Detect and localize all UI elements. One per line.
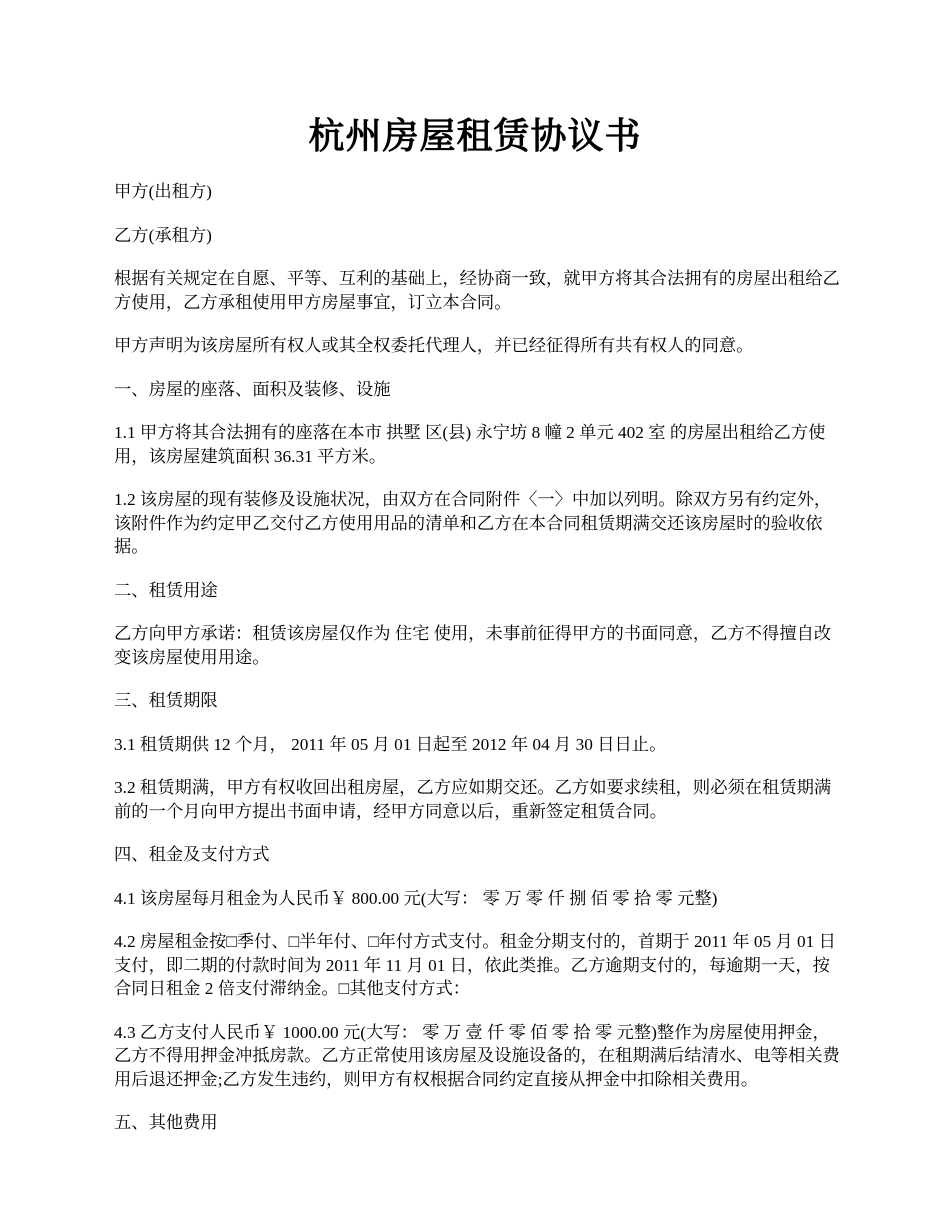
clause-3-2: 3.2 租赁期满，甲方有权收回出租房屋，乙方应如期交还。乙方如要求续租，则必须在租赁期满前的一个月向甲方提出书面申请，经甲方同意以后，重新签定租赁合同。 [114, 778, 832, 821]
party-b-line: 乙方(承租方) [114, 225, 212, 245]
clause-1-1: 1.1 甲方将其合法拥有的座落在本市 拱墅 区(县) 永宁坊 8 幢 2 单元 402 室 的房屋出租给乙方使用，该房屋建筑面积 36.31 平方米。 [114, 423, 826, 466]
document-title: 杭州房屋租赁协议书 [308, 116, 642, 156]
clause-1-2: 1.2 该房屋的现有装修及设施状况，由双方在合同附件〈一〉中加以列明。除双方另有约定外，该附件作为约定甲乙交付乙方使用用品的清单和乙方在本合同租赁期满交还该房屋时的验收依据。 [114, 490, 832, 556]
document-body [114, 180, 842, 1155]
section-heading-2: 二、租赁用途 [114, 580, 218, 600]
section-heading-4: 四、租金及支付方式 [114, 845, 270, 864]
section-heading-5: 五、其他费用 [114, 1113, 218, 1132]
clause-4-1: 4.1 该房屋每月租金为人民币￥ 800.00 元(大写： 零 万 零 仟 捌 佰 零 拾 零 元整) [114, 888, 718, 908]
party-a-line: 甲方(出租方) [114, 182, 212, 201]
clause-4-3: 4.3 乙方支付人民币￥ 1000.00 元(大写： 零 万 壹 仟 零 佰 零 拾 零 元整)整作为房屋使用押金，乙方不得用押金冲抵房款。乙方正常使用该房屋及设施设备的，在租期满后结清水、电等相关费用后退还押金;乙方发生违约，则甲方有权根据合同约定直接从押金中扣除相关费用。 [114, 1022, 840, 1089]
section-heading-1: 一、房屋的座落、面积及装修、设施 [114, 379, 391, 399]
section-heading-3: 三、租赁期限 [114, 691, 218, 710]
usage-paragraph: 乙方向甲方承诺：租赁该房屋仅作为 住宅 使用，未事前征得甲方的书面同意，乙方不得擅自改变该房屋使用用途。 [114, 624, 832, 667]
preamble-paragraph: 根据有关规定在自愿、平等、互利的基础上，经协商一致，就甲方将其合法拥有的房屋出租给乙方使用，乙方承租使用甲方房屋事宜，订立本合同。 [114, 269, 840, 312]
clause-3-1: 3.1 租赁期供 12 个月， 2011 年 05 月 01 日起至 2012 年 04 月 30 日日止。 [114, 734, 667, 754]
clause-4-2: 4.2 房屋租金按□季付、□半年付、□年付方式支付。租金分期支付的，首期于 2011 年 05 月 01 日支付，即二期的付款时间为 2011 年 11 月 01 日，依此类推。乙方逾期支付的，每逾期一天，按合同日租金 2 倍支付滞纳金。□其他支付方式： [114, 932, 836, 998]
declaration-paragraph: 甲方声明为该房屋所有权人或其全权委托代理人，并已经征得所有共有权人的同意。 [114, 336, 754, 355]
